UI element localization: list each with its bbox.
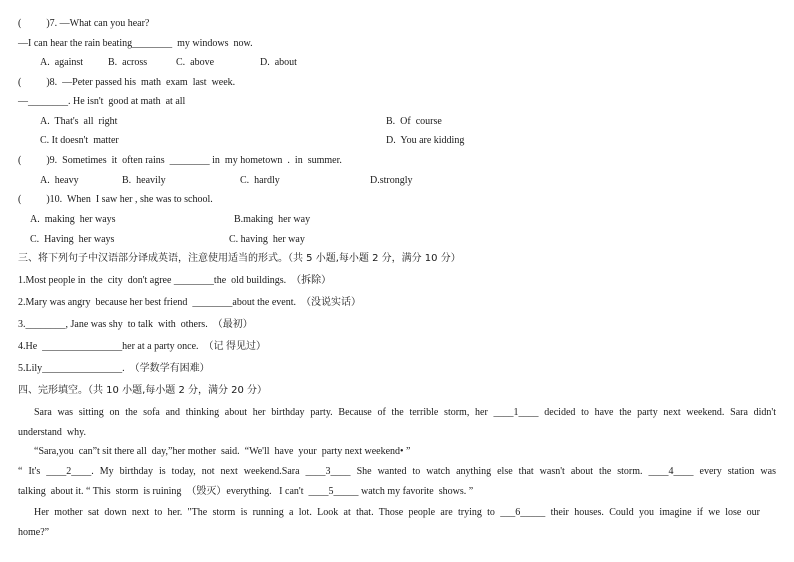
q8-option-b: B. Of course (386, 116, 442, 127)
q9-option-c: C. hardly (240, 175, 280, 186)
q8-option-a: A. That's all right (40, 116, 118, 127)
translation-item-3: 3.________, Jane was shy to talk with others. （最初） (18, 319, 253, 330)
section-4-heading: 四、完形填空。（共 10 小题,每小题 2 分，满分 20 分） (18, 385, 268, 396)
q7-option-a: A. against (40, 57, 84, 68)
q10-option-c: C. Having her ways (30, 234, 115, 245)
cloze-passage-line: Sara was sitting on the sofa and thinking about her birthday party. Because of the terrible storm, her ____1____ decided to have the party next weekend. Sara didn't (34, 407, 776, 418)
question-10-stem: ( )10. When I saw her , she was to school. (18, 194, 213, 205)
q7-option-b: B. across (108, 57, 148, 68)
q7-option-d: D. about (260, 57, 297, 68)
question-7-stem: ( )7. —What can you hear? (18, 18, 150, 29)
q7-option-c: C. above (176, 57, 215, 68)
q10-option-a: A. making her ways (30, 214, 116, 225)
translation-item-5: 5.Lily________________. （学数学有困难） (18, 363, 210, 374)
q9-option-d: D.strongly (370, 175, 413, 186)
cloze-passage-line: “ It's ____2____. My birthday is today, not next weekend.Sara ____3____ She wanted to watch anything else that wasn't about the storm. ____4____ every station was (18, 466, 776, 477)
question-8-answer-line: —________. He isn't good at math at all (18, 96, 186, 107)
q8-option-d: D. You are kidding (386, 135, 465, 146)
cloze-passage-line: “Sara,you can”t sit there all day,”her mother said. “We'll have your party next weekend• ” (34, 446, 411, 457)
translation-item-4: 4.He ________________her at a party once. （记 得见过） (18, 341, 267, 352)
q10-option-d: C. having her way (229, 234, 305, 245)
translation-item-1: 1.Most people in the city don't agree ________the old buildings. （拆除） (18, 275, 332, 286)
cloze-passage-line: talking about it. “ This storm is ruining （毁灭）everything. I can't ____5_____ watch my favorite shows. ” (18, 486, 474, 497)
cloze-passage-line: home?” (18, 527, 50, 538)
question-8-stem: ( )8. —Peter passed his math exam last week. (18, 77, 236, 88)
question-7-answer-line: —I can hear the rain beating________ my windows now. (18, 38, 253, 49)
cloze-passage-line: understand why. (18, 427, 86, 438)
translation-item-2: 2.Mary was angry because her best friend ________about the event. （没说实话） (18, 297, 361, 308)
q8-option-c: C. It doesn't matter (40, 135, 119, 146)
q9-option-b: B. heavily (122, 175, 166, 186)
q10-option-b: B.making her way (234, 214, 311, 225)
section-3-heading: 三、将下列句子中汉语部分译成英语，注意使用适当的形式。（共 5 小题,每小题 2 分，满分 10 分） (18, 253, 461, 264)
q9-option-a: A. heavy (40, 175, 79, 186)
question-9-stem: ( )9. Sometimes it often rains ________ in my hometown . in summer. (18, 155, 342, 166)
cloze-passage-line: Her mother sat down next to her. "The storm is running a lot. Look at that. Those people are trying to ___6_____ their houses. Could you imagine if we lose our (34, 507, 760, 518)
